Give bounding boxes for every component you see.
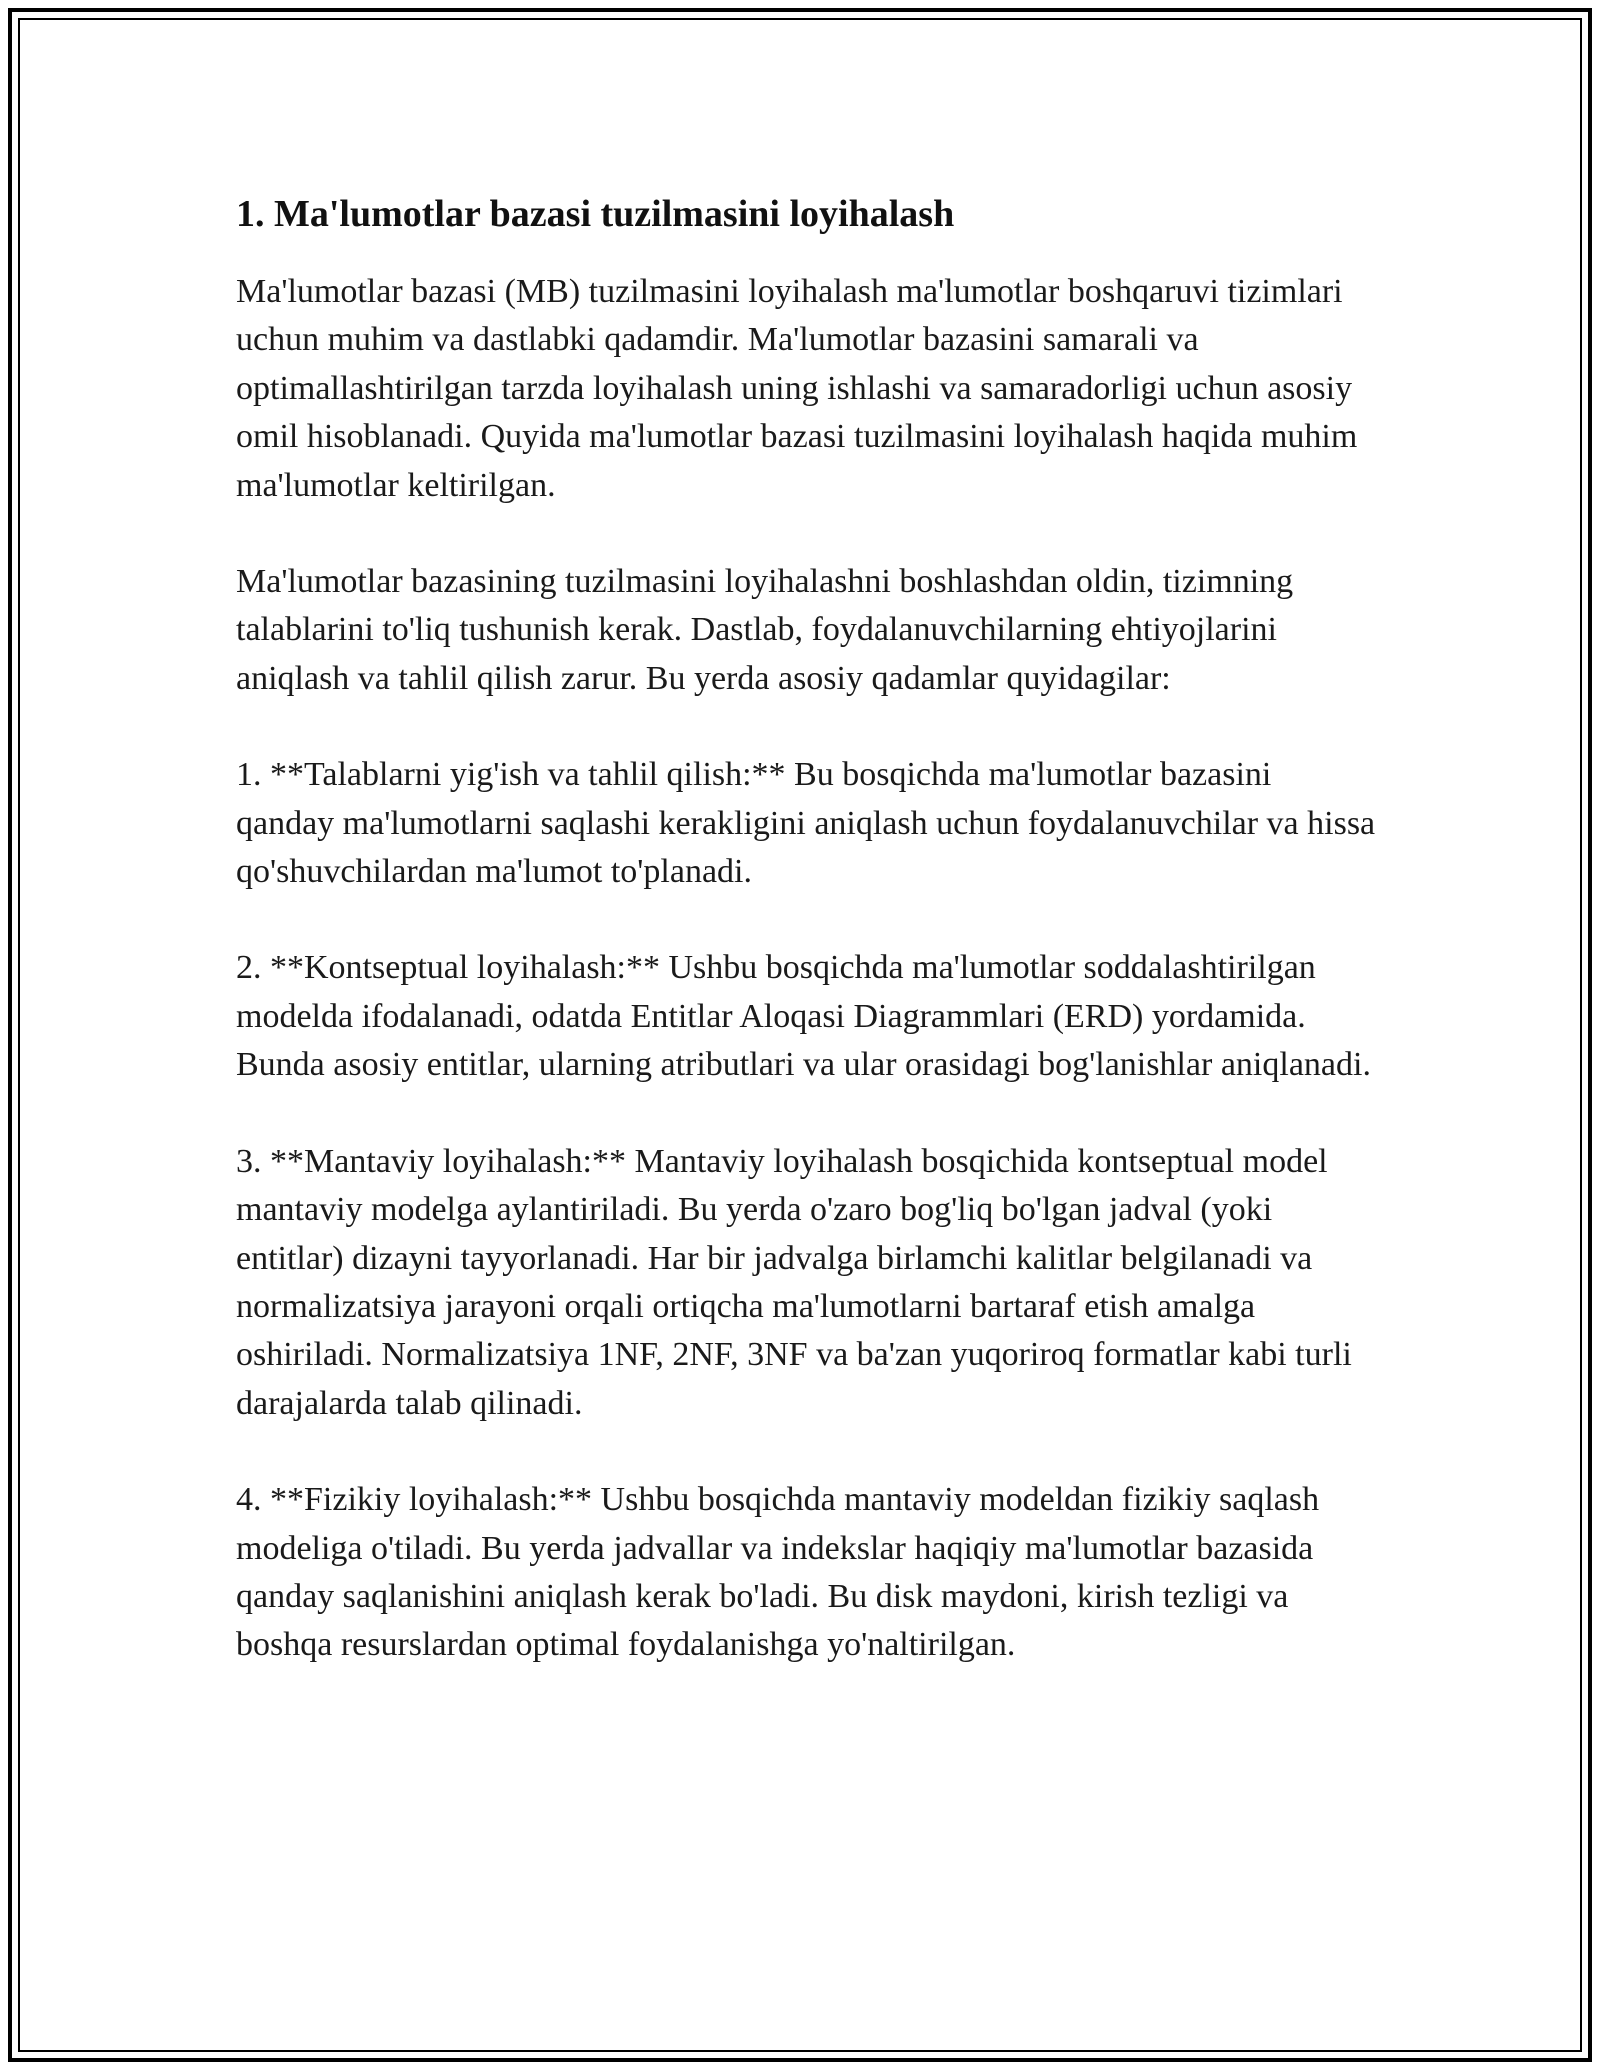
list-item-step-1: 1. **Talablarni yig'ish va tahlil qilish:** Bu bosqichda ma'lumotlar bazasini qanday ma'lumotlarni saqlashi kerakligini aniqlash uchun foydalanuvchilar va hissa qo'shuvchilardan ma'lumot to'planadi.	[236, 756, 1376, 891]
paragraph-requirements: Ma'lumotlar bazasining tuzilmasini loyihalashni boshlashdan oldin, tizimning talablarini to'liq tushunish kerak. Dastlab, foydalanuvchilarning ehtiyojlarini aniqlash va tahlil qilish zarur. Bu yerda asosiy qadamlar quyidagilar:	[236, 563, 1294, 697]
list-item-step-2: 2. **Kontseptual loyihalash:** Ushbu bosqichda ma'lumotlar soddalashtirilgan modelda ifodalanadi, odatda Entitlar Aloqasi Diagrammlari (ERD) yordamida. Bunda asosiy entitlar, ularning atributlari va ular orasidagi bog'lanishlar aniqlanadi.	[236, 949, 1371, 1084]
section-heading: 1. Ma'lumotlar bazasi tuzilmasini loyihalash	[236, 193, 955, 235]
paragraph-intro: Ma'lumotlar bazasi (MB) tuzilmasini loyihalash ma'lumotlar boshqaruvi tizimlari uchun muhim va dastlabki qadamdir. Ma'lumotlar bazasini samarali va optimallashtirilgan tarzda loyihalash uning ishlashi va samaradorligi uchun asosiy omil hisoblanadi. Quyida ma'lumotlar bazasi tuzilmasini loyihalash haqida muhim ma'lumotlar keltirilgan.	[236, 273, 1358, 504]
document-body	[236, 186, 1376, 1718]
list-item-step-4: 4. **Fizikiy loyihalash:** Ushbu bosqichda mantaviy modeldan fizikiy saqlash modeliga o'tiladi. Bu yerda jadvallar va indekslar haqiqiy ma'lumotlar bazasida qanday saqlanishini aniqlash kerak bo'ladi. Bu disk maydoni, kirish tezligi va boshqa resurslardan optimal foydalanishga yo'naltirilgan.	[236, 1481, 1320, 1664]
list-item-step-3: 3. **Mantaviy loyihalash:** Mantaviy loyihalash bosqichida kontseptual model mantaviy modelga aylantiriladi. Bu yerda o'zaro bog'liq bo'lgan jadval (yoki entitlar) dizayni tayyorlanadi. Har bir jadvalga birlamchi kalitlar belgilanadi va normalizatsiya jarayoni orqali ortiqcha ma'lumotlarni bartaraf etish amalga oshiriladi. Normalizatsiya 1NF, 2NF, 3NF va ba'zan yuqoriroq formatlar kabi turli darajalarda talab qilinadi.	[236, 1142, 1352, 1422]
